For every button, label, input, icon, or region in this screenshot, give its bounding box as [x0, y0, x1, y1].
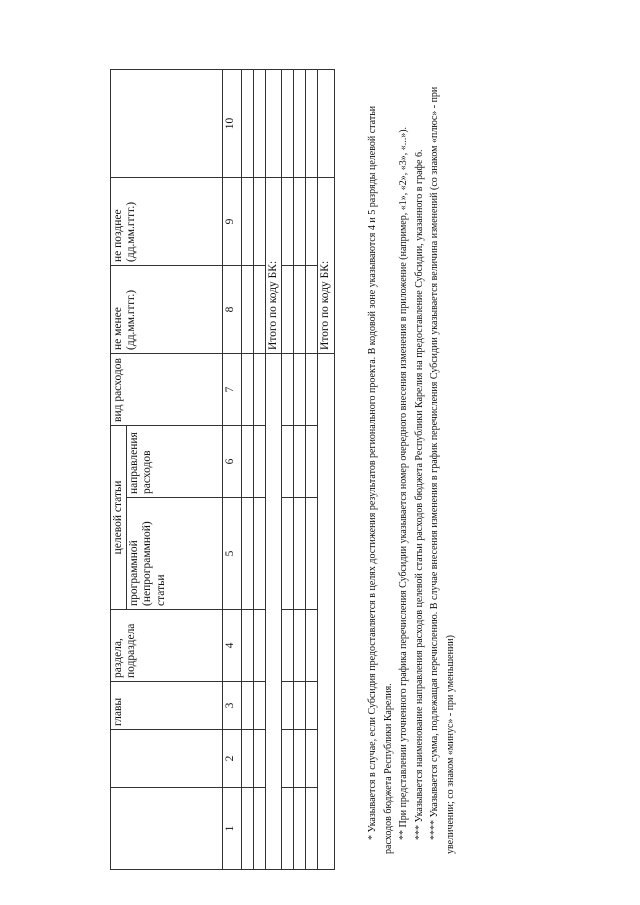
table-row — [306, 69, 318, 869]
col-number: 10 — [223, 69, 242, 177]
footnote-1: * Указывается в случае, если Субсидия предоставляется в целях достижения результатов регионального проекта. В кодовой зоне указываются 4 и 5 разряды целевой статьи расходов бюджета Республики Карелия. — [367, 105, 394, 854]
total-row-1 — [266, 69, 282, 869]
header-razdel: раздела, подраздела — [111, 610, 223, 682]
table-row — [294, 69, 306, 869]
total-row-2 — [318, 69, 334, 869]
rotated-page — [10, 70, 455, 870]
header-glavy: главы — [111, 682, 223, 730]
col-number: 3 — [223, 682, 242, 730]
col-number: 9 — [223, 177, 242, 265]
table-row — [242, 69, 254, 869]
footnote-3: *** Указывается наименование направления расходов целевой статьи расходов бюджета Республики Карелия на предоставление Субсидии, указанного в графе 6. — [413, 149, 425, 840]
header-cell-10 — [111, 69, 223, 177]
table-row — [254, 69, 266, 869]
numbers-row — [223, 69, 242, 869]
header-napravleniya: направления расходов — [127, 425, 223, 497]
header-celevoy: целевой статьи — [111, 425, 127, 609]
col-number: 4 — [223, 610, 242, 682]
col-number: 2 — [223, 730, 242, 788]
total-label: Итого по коду БК: — [266, 177, 282, 353]
header-ne-menee: не менее (дд.мм.гггг.) — [111, 265, 223, 353]
header-cell-2 — [111, 730, 223, 788]
header-row-1 — [111, 69, 127, 869]
col-number: 1 — [223, 788, 242, 870]
footnote-4: **** Указывается сумма, подлежащая перечислению. В случае внесения изменения в график перечисления Субсидии указывается величина изменений (со знаком «плюс» - при увеличении; со знаком «минус» - при уменьшении) — [429, 86, 456, 854]
footnote-2: ** При представлении уточненного графика перечисления Субсидии указывается номер очередного внесения изменения в приложение (например, «1», «2», «3», «...»). — [398, 126, 409, 840]
col-number: 8 — [223, 265, 242, 353]
table-row — [282, 69, 294, 869]
col-number: 5 — [223, 498, 242, 610]
col-number: 7 — [223, 353, 242, 425]
total-label: Итого по коду БК: — [318, 177, 334, 353]
schedule-table — [110, 69, 335, 870]
header-cell-1 — [111, 788, 223, 870]
footnotes — [365, 79, 458, 854]
header-ne-pozdnee: не позднее (дд.мм.гггг.) — [111, 177, 223, 265]
col-number: 6 — [223, 425, 242, 497]
header-programmnoy: программной (непрограммной) статьи — [127, 498, 223, 610]
header-vid: вид расходов — [111, 353, 223, 425]
